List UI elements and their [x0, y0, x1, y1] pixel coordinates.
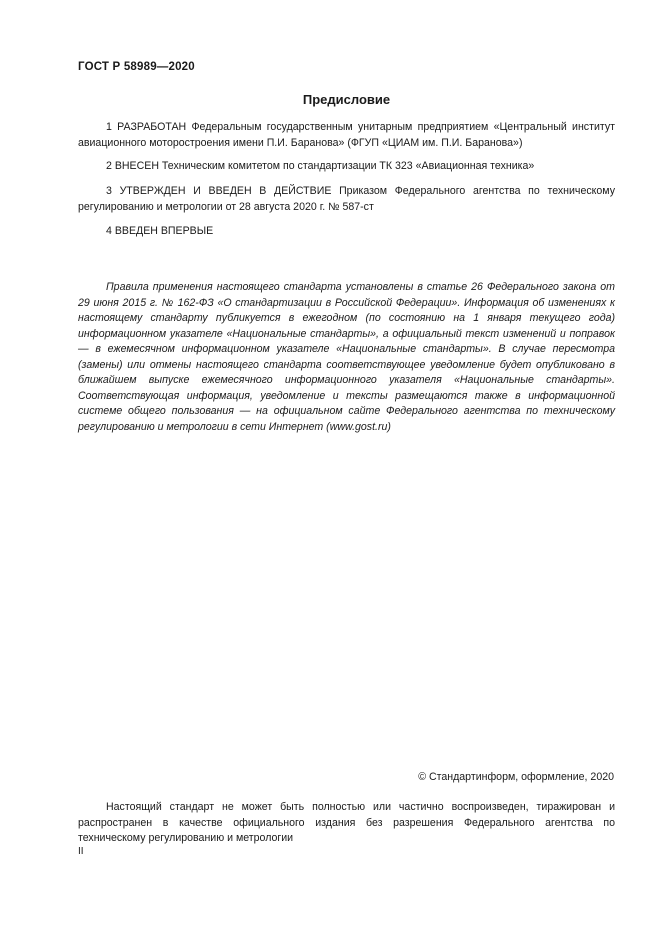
preface-item-developed: 1 РАЗРАБОТАН Федеральным государственным унитарным предприятием «Центральный институт авиационного моторостроения имени П.И. Баранова» (ФГУП «ЦИАМ им. П.И. Баранова») [78, 121, 615, 149]
preface-item-first-introduced: 4 ВВЕДЕН ВПЕРВЫЕ [106, 225, 214, 237]
preface-item-approved: 3 УТВЕРЖДЕН И ВВЕДЕН В ДЕЙСТВИЕ Приказом Федерального агентства по техническому регулированию и метрологии от 28 августа 2020 г. № 587-ст [78, 185, 615, 213]
copyright-notice: © Стандартинформ, оформление, 2020 [418, 771, 614, 783]
reproduction-notice: Настоящий стандарт не может быть полностью или частично воспроизведен, тиражирован и распространен в качестве официального издания без разрешения Федерального агентства по техническому регулированию и метрологии [78, 801, 615, 844]
preface-item-introduced: 2 ВНЕСЕН Техническим комитетом по стандартизации ТК 323 «Авиационная техника» [106, 160, 535, 172]
document-code: ГОСТ Р 58989—2020 [78, 61, 195, 73]
page-number: II [78, 846, 84, 857]
preface-title: Предисловие [302, 92, 391, 107]
rules-of-application-note: Правила применения настоящего стандарта установлены в статье 26 Федерального закона от 29 июня 2015 г. № 162-ФЗ «О стандартизации в Российской Федерации». Информация об изменениях к настоящему стандарту публикуется в ежегодном (по состоянию на 1 января текущего года) информационном указателе «Национальные стандарты», а официальный текст изменений и поправок — в ежемесячном информационном указателе «Национальные стандарты». В случае пересмотра (замены) или отмены настоящего стандарта соответствующее уведомление будет опубликовано в ближайшем выпуске ежемесячного информационного указателя «Национальные стандарты». Соответствующая информация, уведомление и тексты размещаются также в информационной системе общего пользования — на официальном сайте Федерального агентства по техническому регулированию и метрологии в сети Интернет (www.gost.ru) [78, 281, 615, 433]
